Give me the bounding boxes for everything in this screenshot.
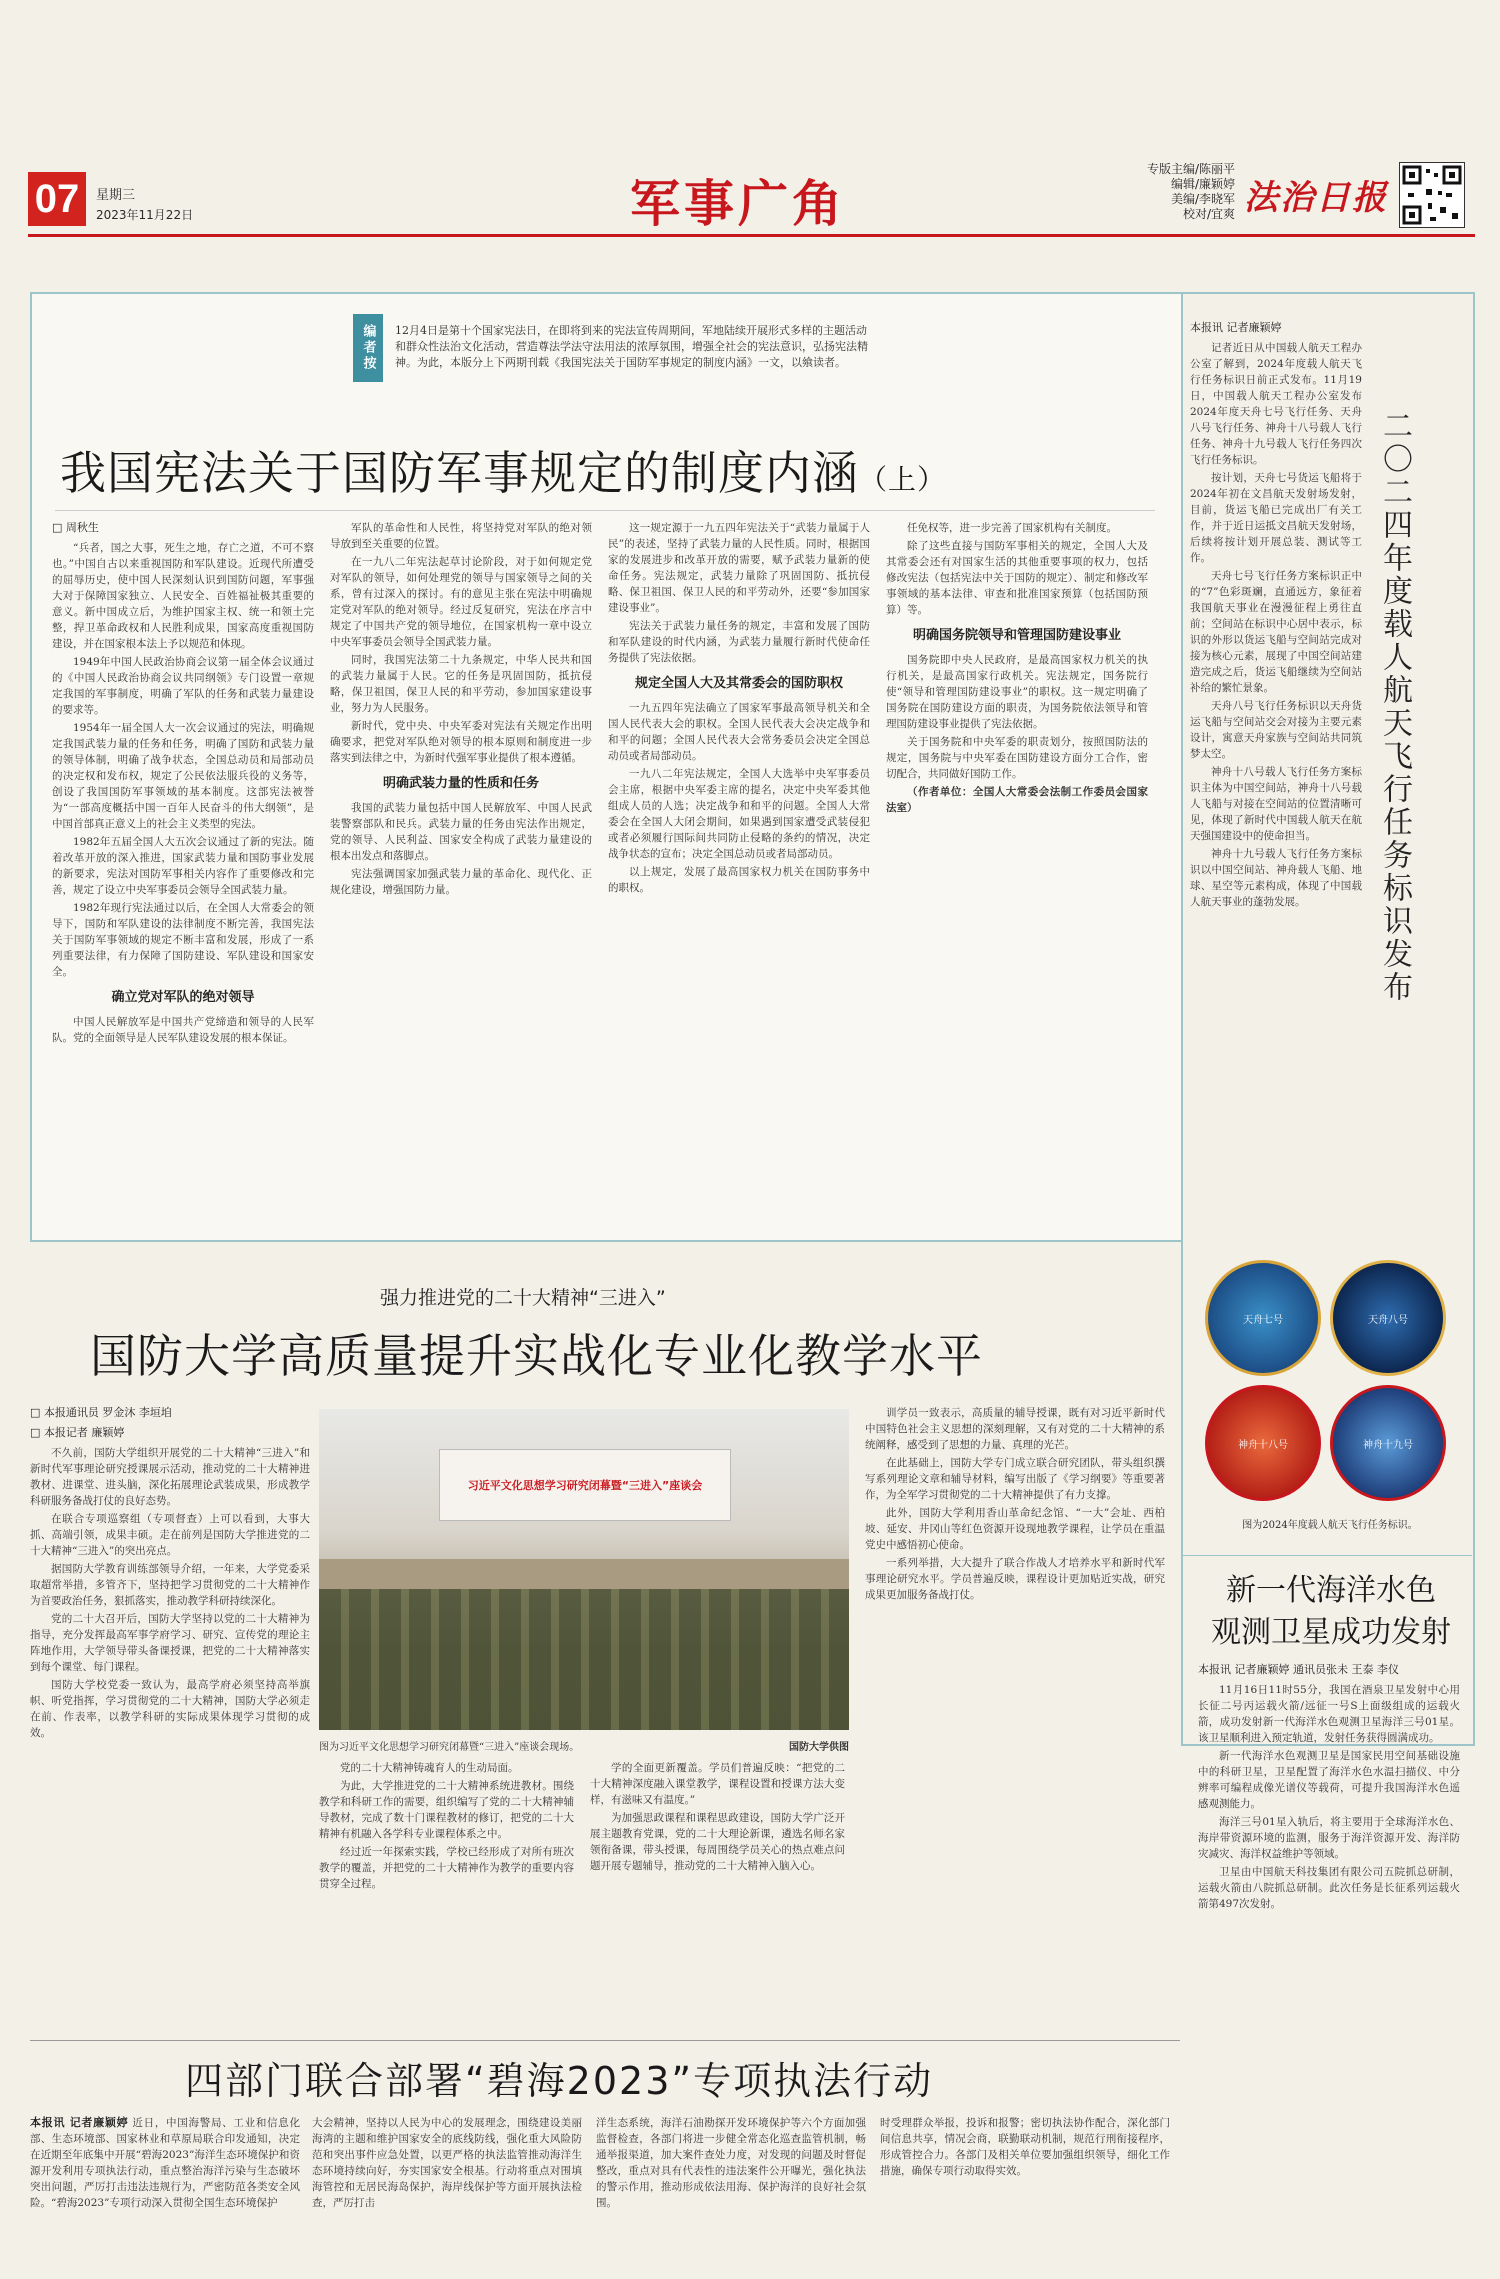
paragraph: 同时，我国宪法第二十九条规定，中华人民共和国的武装力量属于人民。它的任务是巩固国防，抵抗侵略，保卫祖国，保卫人民的和平劳动，参加国家建设事业，努力为人民服务。 (330, 654, 592, 714)
report-column-right (865, 1405, 1165, 2030)
editor-note: 12月4日是第十个国家宪法日，在即将到来的宪法宣传周期间，军地陆续开展形式多样的主题活动和群众性法治文化活动，营造尊法学法守法用法的浓厚氛围，增强全社会的宪法意识，弘扬宪法精神。为此，本版分上下两期刊载《我国宪法关于国防军事规定的制度内涵》一文，以飨读者。 (395, 324, 868, 369)
paragraph: 神舟十八号载人飞行任务方案标识主体为中国空间站，神舟十八号载人飞船与对接在空间站的位置清晰可见，体现了新时代中国载人航天在航天强国建设中的使命担当。 (1190, 766, 1362, 842)
paragraph: 1954年一届全国人大一次会议通过的宪法，明确规定我国武装力量的任务和任务，明确了国防和武装力量的领导体制，明确了战争状态，全国总动员和局部动员的决定权和发布权，规定了公民依法服兵役的义务等，创设了我国国防军事领域的基本制度。这部宪法被誉为“一部高度概括中国一百年人民奋斗的伟大纲领”，是中国首部真正意义上的社会主义类型的宪法。 (52, 722, 314, 830)
paragraph: 天舟八号飞行任务标识以天舟货运飞船与空间站交会对接为主要元素设计，寓意天舟家族与空间站共同筑梦太空。 (1190, 700, 1362, 760)
paragraph: 为加强思政课程和课程思政建设，国防大学广泛开展主题教育党课，党的二十大理论新课，遴选名师名家领衔备课，带头授课，每周围绕学员关心的热点难点问题开展专题辅导，推动党的二十大精神入脑入心。 (590, 1812, 845, 1872)
photo-caption-text: 图为习近平文化思想学习研究闭幕暨“三进入”座谈会现场。 (319, 1742, 580, 1753)
photo-banner-screen (439, 1449, 731, 1521)
feature-column-3 (608, 520, 870, 1220)
paragraph: 党的二十大召开后，国防大学坚持以党的二十大精神为指导，充分发挥最高军事学府学习、研究、宣传党的理论主阵地作用，大学领导带头备课授课，把党的二十大精神落实到每个课堂、每门课程。 (30, 1613, 310, 1673)
report-column-mid2 (590, 1760, 845, 2030)
paragraph: 一系列举措，大大提升了联合作战人才培养水平和新时代军事理论研究水平。学员普遍反映，课程设计更加贴近实战，研究成果更加服务备战打仗。 (865, 1557, 1165, 1601)
badge-shenzhou-18-icon[interactable] (1205, 1385, 1321, 1501)
paragraph: 此外，国防大学利用香山革命纪念馆、“一大”会址、西柏坡、延安、井冈山等红色资源开设现地教学课程，让学员在重温党史中感悟初心使命。 (865, 1507, 1165, 1551)
paragraph: 我国的武装力量包括中国人民解放军、中国人民武装警察部队和民兵。武装力量的任务由宪法作出规定，党的领导、人民利益、国家安全构成了武装力量建设的根本出发点和落脚点。 (330, 802, 592, 862)
author-affiliation: （作者单位：全国人大常委会法制工作委员会国家法室） (886, 786, 1148, 814)
paragraph: 近日，中国海警局、工业和信息化部、生态环境部、国家林业和草原局联合印发通知，决定在近期至年底集中开展“碧海2023”海洋生态环境保护和资源开发利用专项执法行动，重点整治海洋污染与生态破坏突出问题，严厉打击违法违规行为，严密防范各类安全风险。“碧海2023”专项行动深入贯彻全国生态环境保护 (30, 2117, 300, 2209)
paragraph: 大会精神，坚持以人民为中心的发展理念，围绕建设美丽海湾的主题和维护国家安全的底线防线，强化重大风险防范和突出事件应急处置，以更严格的执法监管推动海洋生态环境持续向好，夯实国家安全根基。行动将重点对围填海管控和无居民海岛保护，海岸线保护等方面开展执法检查，严厉打击 (312, 2117, 582, 2209)
header-rule (28, 234, 1475, 237)
paragraph: 据国防大学教育训练部领导介绍，一年来，大学党委采取超常举措，多管齐下，坚持把学习贯彻党的二十大精神作为首要政治任务，狠抓落实，推动教学科研持续深化。 (30, 1563, 310, 1607)
photo-credit: 国防大学供图 (789, 1742, 849, 1753)
paragraph: 以上规定，发展了最高国家权力机关在国防事务中的职权。 (608, 866, 870, 894)
paragraph: 宪法关于武装力量任务的规定，丰富和发展了国防和军队建设的时代内涵，为武装力量履行新时代使命任务提供了宪法依据。 (608, 620, 870, 664)
enforcement-column-4 (880, 2115, 1170, 2265)
enforcement-column-1 (30, 2115, 300, 2265)
report-column-mid1 (319, 1760, 574, 2030)
bottom-rule (30, 2040, 1180, 2041)
badge-label: 天舟八号 (1368, 1314, 1408, 1326)
paragraph: 新时代，党中央、中央军委对宪法有关规定作出明确要求，把党对军队绝对领导的根本原则和制度进一步落实到法律之中，为新时代强军事业提供了根本遵循。 (330, 720, 592, 764)
enforcement-byline: 本报讯 记者廉颖婷 (30, 2116, 129, 2129)
report-kicker: 强力推进党的二十大精神“三进入” (380, 1287, 666, 1309)
paragraph: 任免权等，进一步完善了国家机构有关制度。 (907, 522, 1117, 534)
paragraph: 在联合专项巡察组（专项督查）上可以看到，大事大抓、高端引领，成果丰硕。走在前列是国防大学推进党的二十大精神“三进入”的突出亮点。 (30, 1513, 310, 1557)
paragraph: 国防大学校党委一致认为，最高学府必须坚持高举旗帜、听党指挥，学习贯彻党的二十大精神，国防大学必须走在前、作表率，以教学科研的实际成果体现学习贯彻的成效。 (30, 1679, 310, 1739)
issue-date: 2023年11月22日 (96, 208, 194, 222)
paragraph: 经过近一年探索实践，学校已经形成了对所有班次教学的覆盖，并把党的二十大精神作为教学的重要内容贯穿全过程。 (319, 1846, 574, 1890)
badge-caption: 图为2024年度载人航天飞行任务标识。 (1242, 1520, 1418, 1531)
paragraph: 1982年五届全国人大五次会议通过了新的宪法。随着改革开放的深入推进，国家武装力量和国防事业发展的新要求，宪法对国防军事相关内容作了重要修改和完善，规定了设立中央军事委员会领导全国武装力量。 (52, 836, 314, 896)
news-photo[interactable] (319, 1409, 849, 1730)
section-title: 军事广角 (630, 174, 846, 233)
feature-author: □ 周秋生 (52, 521, 99, 534)
paragraph: 党的二十大精神铸魂育人的生动局面。 (340, 1762, 519, 1774)
enforcement-headline[interactable]: 四部门联合部署“碧海2023”专项执法行动 (185, 2059, 934, 2103)
paragraph: 军队的革命性和人民性，将坚持党对军队的绝对领导放到至关重要的位置。 (330, 522, 592, 550)
badge-tianzhou-8-icon[interactable] (1330, 1260, 1446, 1376)
paragraph: 国务院即中央人民政府，是最高国家权力机关的执行机关，是最高国家行政机关。宪法规定，国务院行使“领导和管理国防建设事业”的职权。这一规定明确了国务院在国防建设方面的职责，为国务院依法领导和管理国防建设事业提供了宪法依据。 (886, 654, 1148, 730)
qr-code-icon[interactable] (1399, 162, 1465, 228)
credit-line: 美编/李晓军 (1170, 192, 1235, 206)
badge-label: 神舟十九号 (1363, 1439, 1413, 1451)
feature-column-4 (886, 520, 1148, 1220)
paragraph: “兵者，国之大事，死生之地，存亡之道，不可不察也。”中国自古以来重视国防和军队建设。近现代所遭受的屈辱历史，使中国人民深刻认识到国防问题，军事强大对于保障国家独立、人民安全、百姓福祉极其重要的意义。新中国成立后，为维护国家主权、统一和领土完整，捍卫革命政权和人民胜利成果，国家高度重视国防建设，并在国家根本法上予以规范和体现。 (52, 542, 314, 650)
paragraph: 在一九八二年宪法起草讨论阶段，对于如何规定党对军队的领导，如何处理党的领导与国家领导之间的关系，曾有过深入的探讨。有的意见主张在宪法中明确规定党对军队的绝对领导。经过反复研究，宪法在序言中规定了中国共产党的领导地位，在国家机构一章中设立中央军事委员会领导全国武装力量。 (330, 556, 592, 648)
badge-label: 天舟七号 (1243, 1314, 1283, 1326)
report-byline: □ 本报记者 廉颖婷 (30, 1426, 125, 1439)
report-column-left (30, 1405, 310, 2030)
paragraph: 海洋三号01星入轨后，将主要用于全球海洋水色、海岸带资源环境的监测，服务于海洋资源开发、海洋防灾减灾、海洋权益维护等领域。 (1198, 1816, 1460, 1860)
title-divider (55, 510, 1155, 511)
paragraph: 1982年现行宪法通过以后，在全国人大常委会的领导下，国防和军队建设的法律制度不断完善，我国宪法关于国防军事领域的规定不断丰富和发展，形成了一系列重要法律，有力保障了国防建设、军队建设和国家安全。 (52, 902, 314, 978)
enforcement-column-3 (596, 2115, 866, 2265)
credit-line: 专版主编/陈丽平 (1146, 162, 1235, 176)
paragraph: 时受理群众举报，投诉和报警；密切执法协作配合，深化部门间信息共享，情况会商，联勤联动机制，规范行刑衔接程序，形成管控合力。各部门及相关单位要加强组织领导，细化工作措施，确保专项行动取得实效。 (880, 2117, 1170, 2177)
paragraph: 天舟七号飞行任务方案标识正中的“7”色彩斑斓，直通远方，象征着我国航天事业在漫漫征程上勇往直前；空间站在标识中心居中表示，标识的外形以货运飞船与空间站完成对接为核心元素，展现了中国空间站建造完成之后，货运飞船继续为空间站补给的繁忙景象。 (1190, 570, 1362, 694)
sidebar-article (1190, 320, 1362, 1240)
page-number: 07 (28, 172, 86, 226)
subheading: 规定全国人大及其常委会的国防职权 (634, 676, 843, 691)
feature-column-2 (330, 520, 592, 1220)
paragraph: 一九八二年宪法规定，全国人大选举中央军事委员会主席，根据中央军委主席的提名，决定中央军委其他组成人员的人选；决定战争和和平的问题。全国人大常委会在全国人大闭会期间，如果遇到国家遭受武装侵犯或者必须履行国际间共同防止侵略的条约的情况，决定战争状态的宣布；决定全国总动员或者局部动员。 (608, 768, 870, 860)
subheading: 明确武装力量的性质和任务 (382, 776, 539, 791)
paragraph: 训学员一致表示，高质量的辅导授课，既有对习近平新时代中国特色社会主义思想的深刻理解，又有对党的二十大精神的系统阐释，感受到了思想的力量、真理的光芒。 (865, 1407, 1165, 1451)
report-headline[interactable]: 国防大学高质量提升实战化专业化教学水平 (90, 1329, 983, 1383)
paragraph: 神舟十九号载人飞行任务方案标识以中国空间站、神舟载人飞船、地球、星空等元素构成，体现了中国载人航天事业的蓬勃发展。 (1190, 848, 1362, 908)
photo-table (319, 1559, 849, 1589)
paragraph: 新一代海洋水色观测卫星是国家民用空间基础设施中的科研卫星，卫星配置了海洋水色水温扫描仪、中分辨率可编程成像光谱仪等载荷，可提升我国海洋水色遥感观测能力。 (1198, 1750, 1460, 1810)
photo-audience (319, 1589, 849, 1730)
credits (1135, 162, 1235, 222)
paragraph: 按计划，天舟七号货运飞船将于2024年初在文昌航天发射场发射，目前，货运飞船已完成出厂有关工作，并于近日运抵文昌航天发射场，后续将按计划开展总装、测试等工作。 (1190, 472, 1362, 564)
credit-line: 校对/宜爽 (1182, 207, 1235, 221)
paragraph: 关于国务院和中央军委的职责划分，按照国防法的规定，国务院与中央军委在国防建设方面分工合作，密切配合，共同做好国防工作。 (886, 736, 1148, 780)
badge-shenzhou-19-icon[interactable] (1330, 1385, 1446, 1501)
paragraph: 记者近日从中国载人航天工程办公室了解到，2024年度载人航天飞行任务标识日前正式发布。11月19日，中国载人航天工程办公室发布2024年度天舟七号飞行任务、天舟八号飞行任务、神舟十八号载人飞行任务、神舟十九号载人飞行任务四次飞行任务标识。 (1190, 342, 1362, 466)
satellite-headline-line: 观测卫星成功发射 (1211, 1615, 1451, 1650)
satellite-byline: 本报讯 记者廉颖婷 通讯员张未 王泰 李仪 (1198, 1663, 1399, 1676)
paragraph: 为此，大学推进党的二十大精神系统进教材。围绕教学和科研工作的需要，组织编写了党的二十大精神辅导教材，完成了数十门课程教材的修订，把党的二十大精神有机融入各学科专业课程体系之中。 (319, 1780, 574, 1840)
paragraph: 卫星由中国航天科技集团有限公司五院抓总研制，运载火箭由八院抓总研制。此次任务是长征系列运载火箭第497次发射。 (1198, 1866, 1460, 1910)
enforcement-column-2 (312, 2115, 582, 2265)
paragraph: 除了这些直接与国防军事相关的规定，全国人大及其常委会还有对国家生活的其他重要事项的权力，包括修改宪法（包括宪法中关于国防的规定）、制定和修改军事领域的基本法律、审查和批准国家预算（包括国防预算）等。 (886, 540, 1148, 616)
paragraph: 1949年中国人民政治协商会议第一届全体会议通过的《中国人民政治协商会议共同纲领》专门设置一章规定我国的军事制度，明确了军队的任务和武装力量建设的要求等。 (52, 656, 314, 716)
badge-tianzhou-7-icon[interactable] (1205, 1260, 1321, 1376)
weekday: 星期三 (96, 188, 136, 203)
feature-headline-text: 我国宪法关于国防军事规定的制度内涵 (60, 446, 859, 500)
editor-note-tag: 编者按 (353, 314, 383, 382)
subheading: 明确国务院领导和管理国防建设事业 (912, 628, 1121, 643)
badge-label: 神舟十八号 (1238, 1439, 1288, 1451)
feature-column-1 (52, 520, 314, 1220)
mission-badges (1200, 1260, 1450, 1510)
paragraph: 一九五四年宪法确立了国家军事最高领导机关和全国人民代表大会的职权。全国人民代表大会决定战争和和平的问题；全国人民代表大会常务委员会决定全国总动员或者局部动员。 (608, 702, 870, 762)
paragraph: 在此基础上，国防大学专门成立联合研究团队，带头组织撰写系列理论文章和辅导材料，编写出版了《学习纲要》等重要著作，为全军学习贯彻党的二十大精神提供了有力支撑。 (865, 1457, 1165, 1501)
credit-line: 编辑/廉颖婷 (1170, 177, 1235, 191)
paragraph: 洋生态系统，海洋石油勘探开发环境保护等六个方面加强监督检查，各部门将进一步健全常态化巡查监管机制，畅通举报渠道，加大案件查处力度，对发现的问题及时督促整改，重点对具有代表性的违法案件公开曝光，强化执法的警示作用，推动形成依法用海、保护海洋的良好社会氛围。 (596, 2117, 866, 2209)
paragraph: 中国人民解放军是中国共产党缔造和领导的人民军队。党的全面领导是人民军队建设发展的根本保证。 (52, 1016, 314, 1044)
sidebar-vertical-headline[interactable]: 二〇二四年度载人航天飞行任务标识发布 (1377, 410, 1412, 1004)
paragraph: 学的全面更新覆盖。学员们普遍反映：“把党的二十大精神深度融入课堂教学，课程设置和授课方法大变样，有滋味又有温度。” (590, 1762, 845, 1806)
satellite-headline[interactable] (1196, 1570, 1466, 1654)
photo-banner-text: 习近平文化思想学习研究闭幕暨“三进入”座谈会 (467, 1479, 703, 1492)
paragraph: 不久前，国防大学组织开展党的二十大精神“三进入”和新时代军事理论研究授课展示活动，推动党的二十大精神进教材、进课堂、进头脑，深化拓展理论武装成果，形成教学科研服务备战打仗的良好态势。 (30, 1447, 310, 1507)
paragraph: 这一规定源于一九五四年宪法关于“武装力量属于人民”的表述，坚持了武装力量的人民性质。同时，根据国家的发展进步和改革开放的需要，赋予武装力量新的使命任务。宪法规定，武装力量除了巩固国防、抵抗侵略、保卫祖国、保卫人民的和平劳动外，还要“参加国家建设事业”。 (608, 522, 870, 614)
masthead-logo: 法治日报 (1244, 178, 1388, 218)
report-byline: □ 本报通讯员 罗金沐 李垣垍 (30, 1406, 172, 1419)
feature-headline-suffix: （上） (859, 463, 947, 496)
satellite-article (1198, 1662, 1460, 2032)
sidebar-divider (1183, 1555, 1472, 1556)
paragraph: 宪法强调国家加强武装力量的革命化、现代化、正规化建设，增强国防力量。 (330, 868, 592, 896)
feature-headline[interactable] (60, 437, 946, 503)
paragraph: 11月16日11时55分，我国在酒泉卫星发射中心用长征二号丙运载火箭/远征一号S上面级组成的运载火箭，成功发射新一代海洋水色观测卫星海洋三号01星。该卫星顺利进入预定轨道，发射任务获得圆满成功。 (1198, 1684, 1460, 1744)
satellite-headline-line: 新一代海洋水色 (1226, 1573, 1436, 1608)
sidebar-byline: 本报讯 记者廉颖婷 (1190, 321, 1282, 334)
subheading: 确立党对军队的绝对领导 (111, 990, 255, 1005)
photo-caption (319, 1738, 849, 1753)
